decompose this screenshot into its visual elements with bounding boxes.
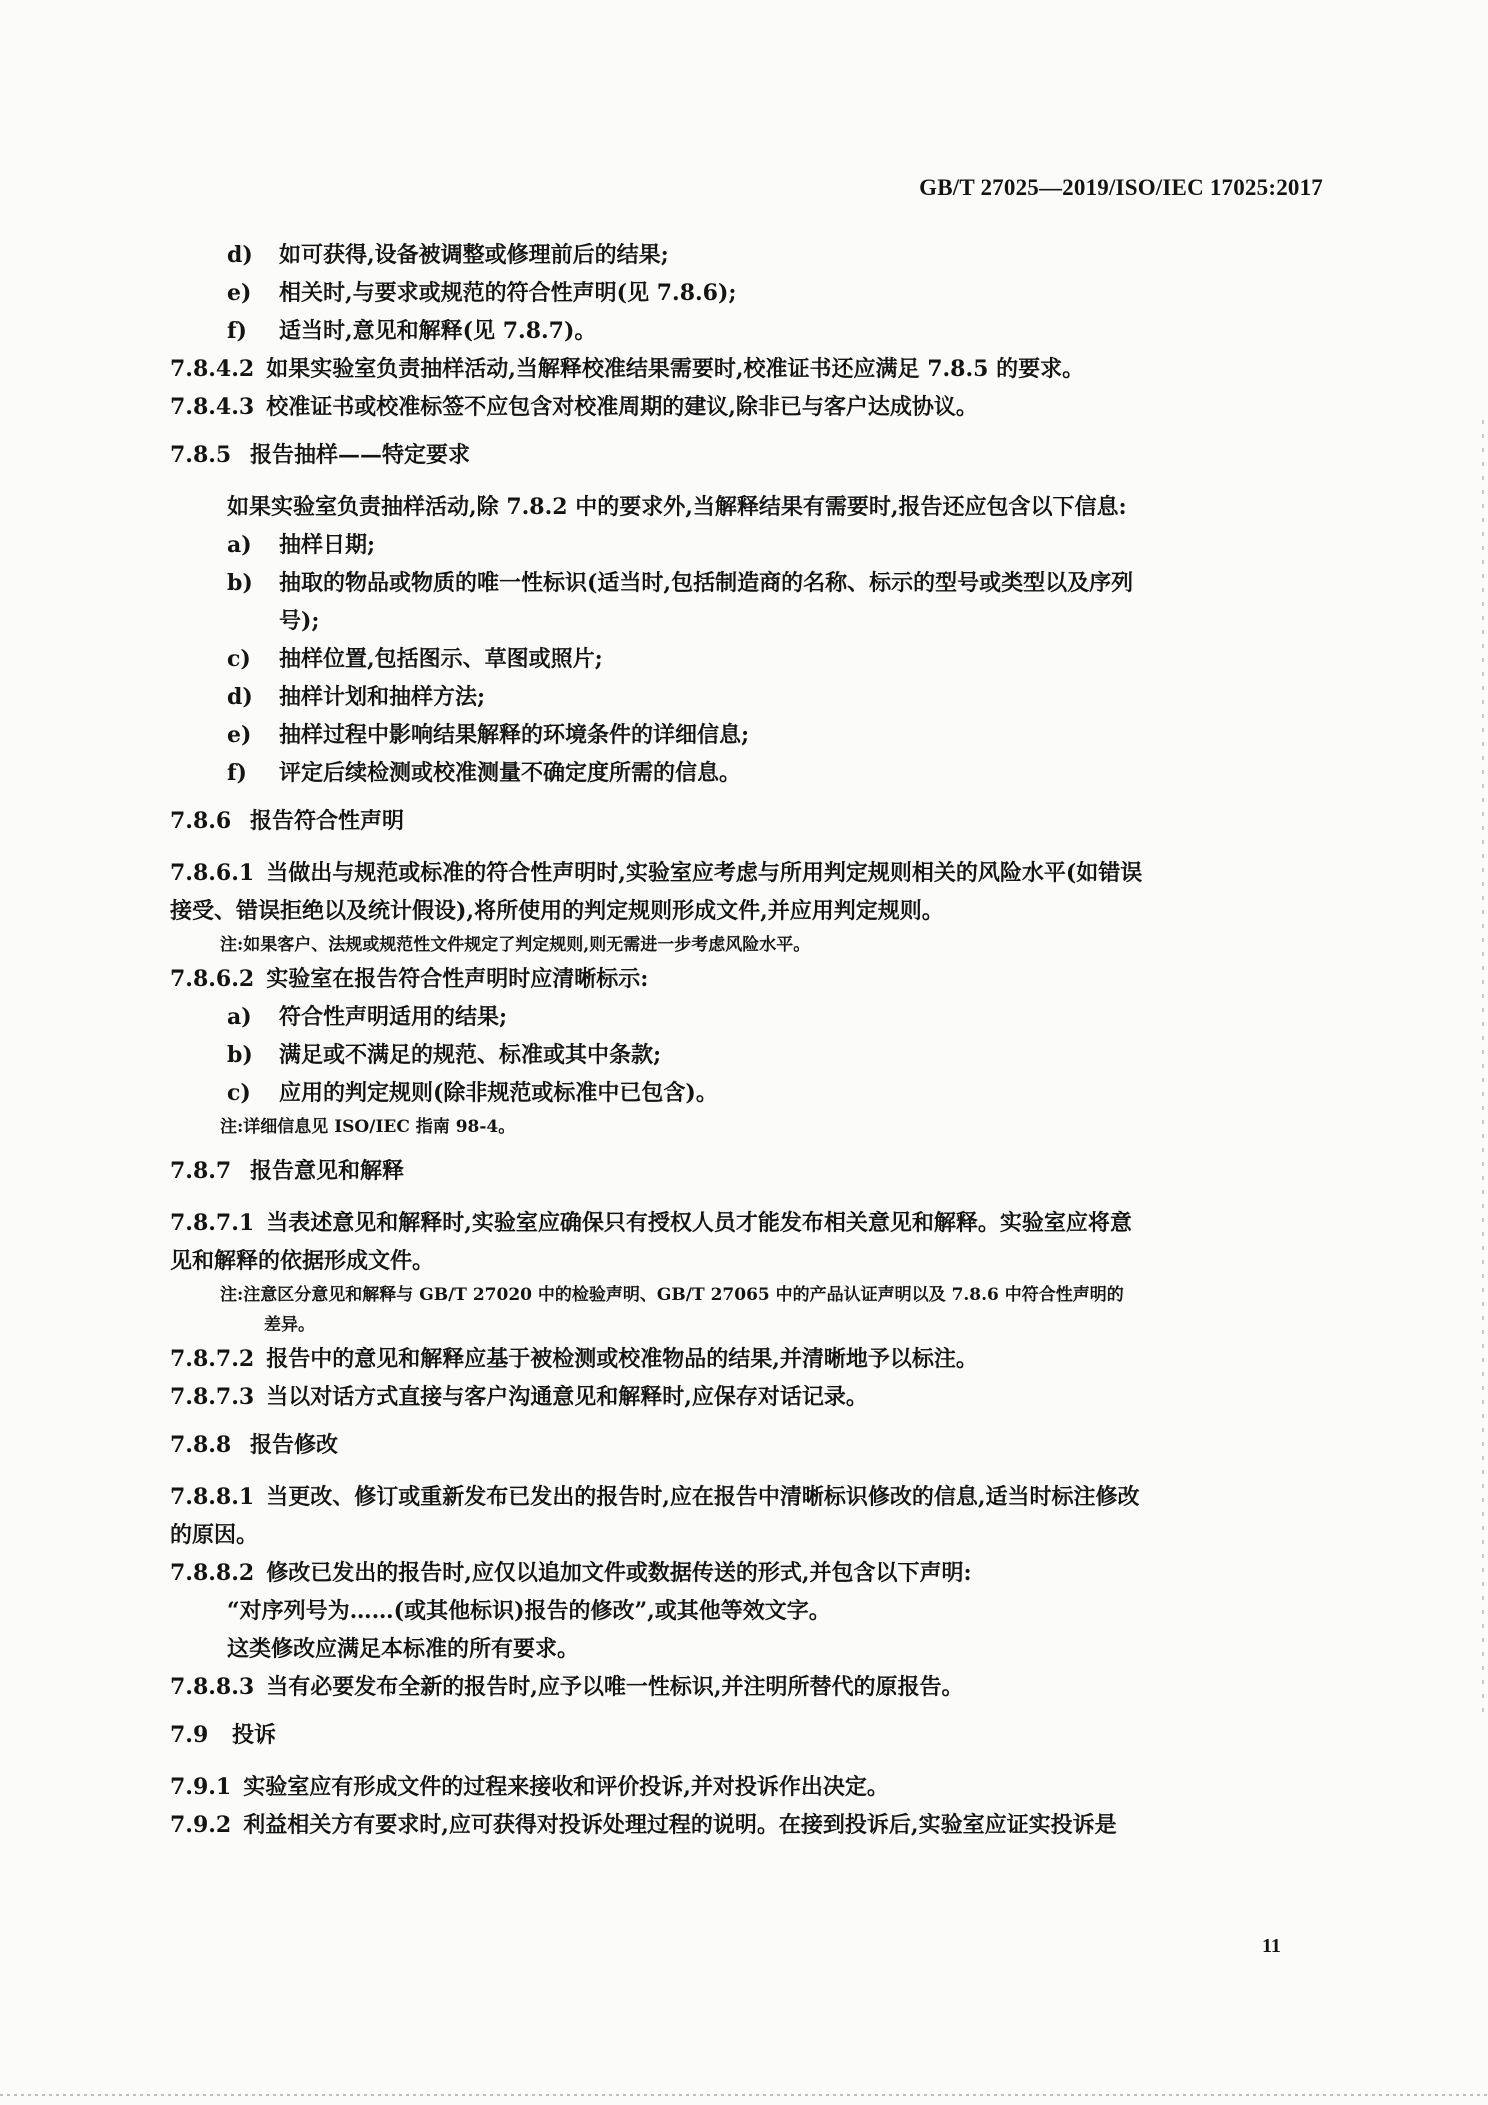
scan-artifact-line [0,2094,1488,2096]
list-item: e) 抽样过程中影响结果解释的环境条件的详细信息; [227,722,750,748]
note-continuation: 差异。 [264,1315,315,1335]
clause-7-8-8-3: 7.8.8.3 当有必要发布全新的报告时,应予以唯一性标识,并注明所替代的原报告。 [170,1674,964,1700]
list-item: b) 抽取的物品或物质的唯一性标识(适当时,包括制造商的名称、标示的型号或类型以及序列 [227,570,1134,596]
page-number: 11 [1262,1935,1281,1957]
paragraph: 这类修改应满足本标准的所有要求。 [227,1636,580,1662]
clause-7-8-4-2: 7.8.4.2 如果实验室负责抽样活动,当解释校准结果需要时,校准证书还应满足 7.8.5 的要求。 [170,356,1085,382]
document-body [170,236,1327,1844]
list-item: f) 评定后续检测或校准测量不确定度所需的信息。 [227,760,742,786]
section-heading-7-8-5: 7.8.5 报告抽样——特定要求 [170,442,471,468]
note: 注:注意区分意见和解释与 GB/T 27020 中的检验声明、GB/T 27065 中的产品认证声明以及 7.8.6 中符合性声明的 [220,1285,1124,1305]
clause-7-8-6-2: 7.8.6.2 实验室在报告符合性声明时应清晰标示: [170,966,649,992]
clause-continuation: 的原因。 [170,1522,259,1548]
list-item: d) 抽样计划和抽样方法; [227,684,486,710]
quoted-statement: “对序列号为……(或其他标识)报告的修改”,或其他等效文字。 [227,1598,831,1624]
clause-continuation: 见和解释的依据形成文件。 [170,1248,435,1274]
list-item: b) 满足或不满足的规范、标准或其中条款; [227,1042,662,1068]
clause-7-9-1: 7.9.1 实验室应有形成文件的过程来接收和评价投诉,并对投诉作出决定。 [170,1774,889,1800]
list-item: a) 符合性声明适用的结果; [227,1004,508,1030]
note: 注:如果客户、法规或规范性文件规定了判定规则,则无需进一步考虑风险水平。 [220,935,811,955]
list-item: a) 抽样日期; [227,532,376,558]
clause-7-8-4-3: 7.8.4.3 校准证书或校准标签不应包含对校准周期的建议,除非已与客户达成协议。 [170,394,978,420]
list-item-continuation: 号); [279,608,320,634]
clause-7-9-2: 7.9.2 利益相关方有要求时,应可获得对投诉处理过程的说明。在接到投诉后,实验室应证实投诉是 [170,1812,1117,1838]
clause-7-8-7-1: 7.8.7.1 当表述意见和解释时,实验室应确保只有授权人员才能发布相关意见和解释。实验室应将意 [170,1210,1132,1236]
list-item: d) 如可获得,设备被调整或修理前后的结果; [227,242,669,268]
section-heading-7-8-8: 7.8.8 报告修改 [170,1432,339,1458]
clause-7-8-7-2: 7.8.7.2 报告中的意见和解释应基于被检测或校准物品的结果,并清晰地予以标注。 [170,1346,978,1372]
note: 注:详细信息见 ISO/IEC 指南 98-4。 [220,1117,516,1137]
clause-7-8-8-1: 7.8.8.1 当更改、修订或重新发布已发出的报告时,应在报告中清晰标识修改的信息,适当时标注修改 [170,1484,1140,1510]
clause-7-8-8-2: 7.8.8.2 修改已发出的报告时,应仅以追加文件或数据传送的形式,并包含以下声明: [170,1560,972,1586]
list-item: f) 适当时,意见和解释(见 7.8.7)。 [227,318,597,344]
paragraph: 如果实验室负责抽样活动,除 7.8.2 中的要求外,当解释结果有需要时,报告还应包含以下信息: [227,494,1127,520]
section-heading-7-8-6: 7.8.6 报告符合性声明 [170,808,405,834]
scan-edge-artifact [1482,420,1484,1720]
clause-7-8-6-1: 7.8.6.1 当做出与规范或标准的符合性声明时,实验室应考虑与所用判定规则相关的风险水平(如错误 [170,860,1143,886]
list-item: c) 应用的判定规则(除非规范或标准中已包含)。 [227,1080,718,1106]
document-header-id: GB/T 27025—2019/ISO/IEC 17025:2017 [919,175,1323,200]
list-item: e) 相关时,与要求或规范的符合性声明(见 7.8.6); [227,280,737,306]
section-heading-7-9: 7.9 投诉 [170,1722,277,1748]
clause-7-8-7-3: 7.8.7.3 当以对话方式直接与客户沟通意见和解释时,应保存对话记录。 [170,1384,868,1410]
list-item: c) 抽样位置,包括图示、草图或照片; [227,646,603,672]
section-heading-7-8-7: 7.8.7 报告意见和解释 [170,1158,405,1184]
clause-continuation: 接受、错误拒绝以及统计假设),将所使用的判定规则形成文件,并应用判定规则。 [170,898,944,924]
